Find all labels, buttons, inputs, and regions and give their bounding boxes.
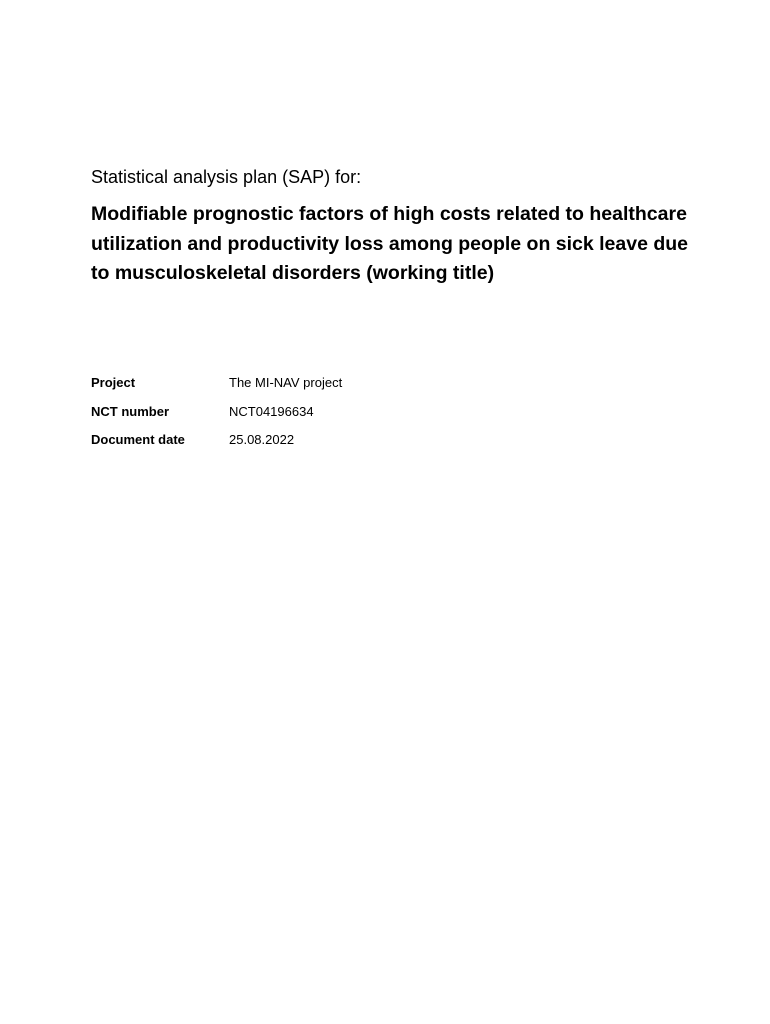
metadata-value: NCT04196634 <box>229 403 314 419</box>
metadata-label: NCT number <box>91 403 169 419</box>
metadata-value: 25.08.2022 <box>229 432 295 448</box>
metadata-row-project <box>91 368 342 397</box>
document-subtitle: Statistical analysis plan (SAP) for: <box>91 167 362 187</box>
metadata-value: The MI-NAV project <box>229 374 343 390</box>
document-metadata-table <box>91 368 342 454</box>
metadata-row-nct-number <box>91 397 342 426</box>
metadata-label: Document date <box>91 432 185 448</box>
metadata-label: Project <box>91 374 136 390</box>
metadata-row-document-date <box>91 425 342 454</box>
document-title: Modifiable prognostic factors of high costs related to healthcare utilization and productivity loss among people on sick leave due to musculoskeletal disorders (working title) <box>91 203 689 284</box>
